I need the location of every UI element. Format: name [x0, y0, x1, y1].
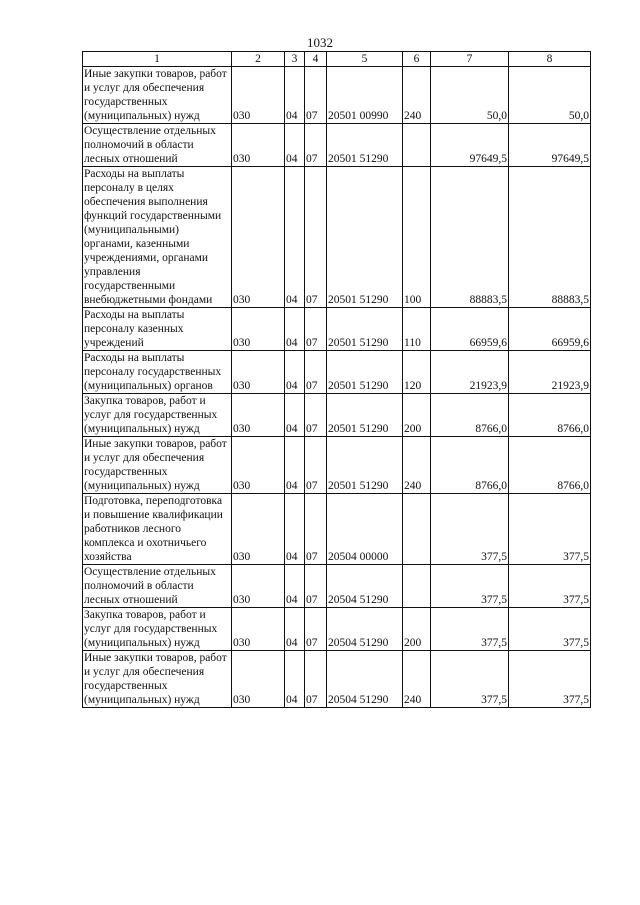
table-row — [83, 437, 591, 494]
table-row — [83, 124, 591, 167]
table-row — [83, 308, 591, 351]
row-col3: 04 — [285, 608, 305, 651]
row-name: Подготовка, переподготовка и повышение квалификации работников лесного комплекса и охотничьего хозяйства — [83, 494, 232, 565]
row-col8: 8766,0 — [509, 394, 591, 437]
row-name: Осуществление отдельных полномочий в области лесных отношений — [83, 124, 232, 167]
row-col2: 030 — [232, 167, 285, 308]
row-col3: 04 — [285, 437, 305, 494]
row-name: Расходы на выплаты персоналу государственных (муниципальных) органов — [83, 351, 232, 394]
row-col5: 20504 51290 — [327, 565, 403, 608]
row-col8: 377,5 — [509, 651, 591, 708]
budget-table — [82, 51, 591, 708]
row-col3: 04 — [285, 124, 305, 167]
row-col7: 97649,5 — [431, 124, 509, 167]
row-col2: 030 — [232, 494, 285, 565]
row-col7: 50,0 — [431, 67, 509, 124]
row-col5: 20501 51290 — [327, 394, 403, 437]
row-col8: 8766,0 — [509, 437, 591, 494]
table-row — [83, 167, 591, 308]
row-col7: 377,5 — [431, 494, 509, 565]
row-col3: 04 — [285, 494, 305, 565]
row-col6: 240 — [403, 437, 431, 494]
row-col7: 8766,0 — [431, 394, 509, 437]
row-col7: 377,5 — [431, 651, 509, 708]
row-col5: 20501 51290 — [327, 124, 403, 167]
row-col3: 04 — [285, 651, 305, 708]
row-name: Иные закупки товаров, работ и услуг для обеспечения государственных (муниципальных) нужд — [83, 67, 232, 124]
row-col7: 88883,5 — [431, 167, 509, 308]
row-col4: 07 — [305, 124, 327, 167]
row-col4: 07 — [305, 651, 327, 708]
row-col2: 030 — [232, 124, 285, 167]
row-col5: 20501 51290 — [327, 351, 403, 394]
row-col8: 377,5 — [509, 494, 591, 565]
row-col4: 07 — [305, 437, 327, 494]
row-col8: 50,0 — [509, 67, 591, 124]
row-col7: 8766,0 — [431, 437, 509, 494]
table-row — [83, 651, 591, 708]
row-col3: 04 — [285, 351, 305, 394]
table-row — [83, 494, 591, 565]
row-col2: 030 — [232, 308, 285, 351]
row-col4: 07 — [305, 494, 327, 565]
row-col8: 21923,9 — [509, 351, 591, 394]
row-col3: 04 — [285, 167, 305, 308]
row-name: Иные закупки товаров, работ и услуг для обеспечения государственных (муниципальных) нужд — [83, 651, 232, 708]
table-row — [83, 608, 591, 651]
column-header: 4 — [305, 52, 327, 67]
row-col6: 120 — [403, 351, 431, 394]
row-col8: 97649,5 — [509, 124, 591, 167]
row-name: Закупка товаров, работ и услуг для государственных (муниципальных) нужд — [83, 608, 232, 651]
row-col6: 110 — [403, 308, 431, 351]
row-col3: 04 — [285, 394, 305, 437]
row-col3: 04 — [285, 565, 305, 608]
table-row — [83, 394, 591, 437]
row-col4: 07 — [305, 565, 327, 608]
row-col5: 20504 51290 — [327, 608, 403, 651]
row-col3: 04 — [285, 308, 305, 351]
row-col4: 07 — [305, 608, 327, 651]
row-name: Закупка товаров, работ и услуг для государственных (муниципальных) нужд — [83, 394, 232, 437]
row-col7: 21923,9 — [431, 351, 509, 394]
row-col5: 20504 00000 — [327, 494, 403, 565]
row-col2: 030 — [232, 437, 285, 494]
page-number: 1032 — [307, 35, 333, 50]
row-name: Расходы на выплаты персоналу в целях обеспечения выполнения функций государственными (муниципальными) органами, казенными учреждениями, органами управления государственными внебюджетными фондами — [83, 167, 232, 308]
row-name: Иные закупки товаров, работ и услуг для обеспечения государственных (муниципальных) нужд — [83, 437, 232, 494]
row-col5: 20501 51290 — [327, 167, 403, 308]
row-col2: 030 — [232, 651, 285, 708]
row-col2: 030 — [232, 351, 285, 394]
row-col8: 66959,6 — [509, 308, 591, 351]
row-col4: 07 — [305, 351, 327, 394]
row-col6: 240 — [403, 67, 431, 124]
table-row — [83, 67, 591, 124]
row-col6: 240 — [403, 651, 431, 708]
row-col4: 07 — [305, 308, 327, 351]
row-col8: 88883,5 — [509, 167, 591, 308]
column-header: 2 — [232, 52, 285, 67]
row-col7: 66959,6 — [431, 308, 509, 351]
row-col4: 07 — [305, 167, 327, 308]
row-col7: 377,5 — [431, 565, 509, 608]
column-header: 5 — [327, 52, 403, 67]
table-row — [83, 351, 591, 394]
row-col6 — [403, 494, 431, 565]
row-col4: 07 — [305, 394, 327, 437]
row-name: Расходы на выплаты персоналу казенных учреждений — [83, 308, 232, 351]
row-col5: 20501 00990 — [327, 67, 403, 124]
column-header: 6 — [403, 52, 431, 67]
row-col8: 377,5 — [509, 565, 591, 608]
row-col6: 200 — [403, 394, 431, 437]
column-header: 3 — [285, 52, 305, 67]
header-row — [83, 52, 591, 67]
row-name: Осуществление отдельных полномочий в области лесных отношений — [83, 565, 232, 608]
row-col2: 030 — [232, 394, 285, 437]
row-col5: 20504 51290 — [327, 651, 403, 708]
row-col6: 100 — [403, 167, 431, 308]
column-header: 8 — [509, 52, 591, 67]
row-col2: 030 — [232, 608, 285, 651]
row-col5: 20501 51290 — [327, 437, 403, 494]
table-row — [83, 565, 591, 608]
row-col5: 20501 51290 — [327, 308, 403, 351]
row-col6: 200 — [403, 608, 431, 651]
row-col7: 377,5 — [431, 608, 509, 651]
row-col4: 07 — [305, 67, 327, 124]
row-col6 — [403, 565, 431, 608]
row-col8: 377,5 — [509, 608, 591, 651]
row-col2: 030 — [232, 565, 285, 608]
row-col3: 04 — [285, 67, 305, 124]
row-col2: 030 — [232, 67, 285, 124]
column-header: 1 — [83, 52, 232, 67]
row-col6 — [403, 124, 431, 167]
column-header: 7 — [431, 52, 509, 67]
